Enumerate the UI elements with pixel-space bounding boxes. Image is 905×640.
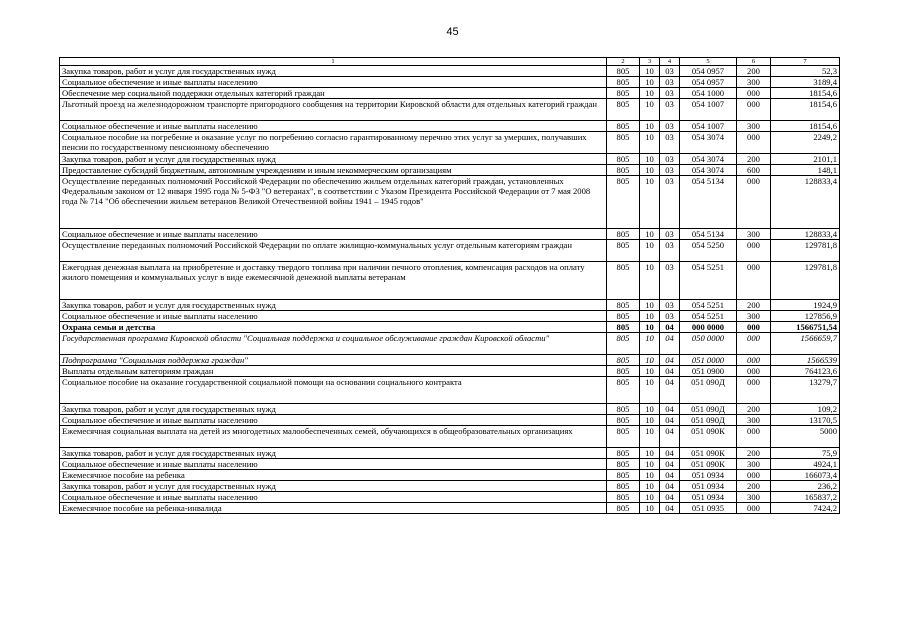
row-section-cell: 10 [640,66,660,77]
row-amount-cell: 3189,4 [771,77,840,88]
row-target-cell: 051 0000 [680,355,737,366]
table-row [60,492,840,503]
row-subsection-cell: 03 [660,300,680,311]
row-type-cell: 000 [737,333,771,355]
row-name-cell: Социальное обеспечение и иные выплаты населению [60,229,607,240]
row-name-cell: Закупка товаров, работ и услуг для государственных нужд [60,66,607,77]
row-name-cell: Охрана семьи и детства [60,322,607,333]
row-name-cell: Ежегодная денежная выплата на приобретение и доставку твердого топлива при наличии печного отопления, компенсация расходов на оплату жилого помещения и коммунальных услуг в виде ежемесячной денежной выплаты ветеранам [60,262,607,300]
row-target-cell: 051 090К [680,448,737,459]
table-row [60,262,840,300]
row-target-cell: 050 0000 [680,333,737,355]
row-amount-cell: 52,3 [771,66,840,77]
row-code-cell: 805 [607,77,640,88]
row-section-cell: 10 [640,503,660,514]
table-row [60,311,840,322]
row-type-cell: 200 [737,448,771,459]
table-row [60,229,840,240]
row-section-cell: 10 [640,229,660,240]
row-section-cell: 10 [640,77,660,88]
row-amount-cell: 1566539 [771,355,840,366]
table-row [60,426,840,448]
row-name-cell: Закупка товаров, работ и услуг для государственных нужд [60,154,607,165]
row-section-cell: 10 [640,404,660,415]
row-name-cell: Подпрограмма "Социальная поддержка граждан" [60,355,607,366]
row-target-cell: 054 3074 [680,132,737,154]
row-subsection-cell: 04 [660,470,680,481]
row-code-cell: 805 [607,176,640,229]
row-target-cell: 051 0900 [680,366,737,377]
table-row [60,300,840,311]
row-amount-cell: 129781,8 [771,240,840,262]
row-code-cell: 805 [607,154,640,165]
row-amount-cell: 129781,8 [771,262,840,300]
row-target-cell: 051 090Д [680,404,737,415]
table-row [60,448,840,459]
row-name-cell: Социальное обеспечение и иные выплаты населению [60,459,607,470]
row-section-cell: 10 [640,99,660,121]
row-section-cell: 10 [640,333,660,355]
row-amount-cell: 1924,9 [771,300,840,311]
row-code-cell: 805 [607,366,640,377]
row-amount-cell: 166073,4 [771,470,840,481]
table-row [60,165,840,176]
row-target-cell: 054 5251 [680,311,737,322]
row-type-cell: 200 [737,404,771,415]
table-row [60,132,840,154]
row-subsection-cell: 04 [660,503,680,514]
row-section-cell: 10 [640,322,660,333]
row-type-cell: 000 [737,366,771,377]
row-section-cell: 10 [640,300,660,311]
row-type-cell: 300 [737,492,771,503]
row-name-cell: Осуществление переданных полномочий Российской Федерации по обеспечению жильем отдельных категорий граждан, установленных Федеральным законом от 12 января 1995 года № 5-ФЗ "О ветеранах", в соответствии с Указом Президента Российской Федерации от 7 мая 2008 года № 714 "Об обеспечении жильем ветеранов Великой Отечественной войны 1941 – 1945 годов" [60,176,607,229]
row-type-cell: 000 [737,240,771,262]
row-name-cell: Закупка товаров, работ и услуг для государственных нужд [60,481,607,492]
row-code-cell: 805 [607,99,640,121]
row-subsection-cell: 03 [660,77,680,88]
row-section-cell: 10 [640,470,660,481]
row-code-cell: 805 [607,229,640,240]
row-type-cell: 000 [737,470,771,481]
row-subsection-cell: 03 [660,311,680,322]
header-col-3: 3 [640,58,660,66]
table-row [60,404,840,415]
row-subsection-cell: 04 [660,459,680,470]
row-amount-cell: 18154,6 [771,121,840,132]
row-code-cell: 805 [607,415,640,426]
row-type-cell: 200 [737,481,771,492]
row-section-cell: 10 [640,176,660,229]
row-amount-cell: 236,2 [771,481,840,492]
row-code-cell: 805 [607,322,640,333]
row-section-cell: 10 [640,240,660,262]
row-section-cell: 10 [640,132,660,154]
row-type-cell: 300 [737,121,771,132]
row-code-cell: 805 [607,448,640,459]
row-amount-cell: 2249,2 [771,132,840,154]
row-target-cell: 051 090К [680,459,737,470]
row-amount-cell: 4924,1 [771,459,840,470]
row-type-cell: 300 [737,77,771,88]
row-target-cell: 051 090К [680,426,737,448]
row-name-cell: Ежемесячное пособие на ребенка [60,470,607,481]
row-subsection-cell: 03 [660,240,680,262]
header-col-4: 4 [660,58,680,66]
row-target-cell: 051 090Д [680,415,737,426]
row-section-cell: 10 [640,121,660,132]
row-amount-cell: 18154,6 [771,88,840,99]
row-target-cell: 054 5251 [680,300,737,311]
row-name-cell: Предоставление субсидий бюджетным, автономным учреждениям и иным некоммерческим организациям [60,165,607,176]
row-section-cell: 10 [640,481,660,492]
row-code-cell: 805 [607,165,640,176]
row-amount-cell: 1566751,54 [771,322,840,333]
row-name-cell: Государственная программа Кировской области "Социальная поддержка и социальное обслуживание граждан Кировской области" [60,333,607,355]
row-type-cell: 000 [737,132,771,154]
row-type-cell: 200 [737,300,771,311]
row-type-cell: 300 [737,459,771,470]
row-code-cell: 805 [607,459,640,470]
row-name-cell: Социальное обеспечение и иные выплаты населению [60,311,607,322]
header-col-5: 5 [680,58,737,66]
table-row [60,322,840,333]
table-row [60,377,840,404]
row-type-cell: 000 [737,426,771,448]
table-row [60,176,840,229]
row-section-cell: 10 [640,492,660,503]
row-type-cell: 000 [737,503,771,514]
row-subsection-cell: 04 [660,481,680,492]
row-name-cell: Социальное обеспечение и иные выплаты населению [60,77,607,88]
row-section-cell: 10 [640,165,660,176]
row-code-cell: 805 [607,66,640,77]
table-row [60,366,840,377]
row-subsection-cell: 03 [660,176,680,229]
row-name-cell: Ежемесячная социальная выплата на детей из многодетных малообеспеченных семей, обучающихся в общеобразовательных организациях [60,426,607,448]
row-subsection-cell: 04 [660,404,680,415]
row-code-cell: 805 [607,262,640,300]
row-type-cell: 200 [737,66,771,77]
row-code-cell: 805 [607,377,640,404]
row-code-cell: 805 [607,404,640,415]
row-section-cell: 10 [640,154,660,165]
row-name-cell: Выплаты отдельным категориям граждан [60,366,607,377]
row-target-cell: 054 0957 [680,77,737,88]
table-row [60,88,840,99]
row-type-cell: 600 [737,165,771,176]
row-section-cell: 10 [640,311,660,322]
row-subsection-cell: 03 [660,262,680,300]
row-code-cell: 805 [607,132,640,154]
row-amount-cell: 2101,1 [771,154,840,165]
row-amount-cell: 128833,4 [771,176,840,229]
table-row [60,77,840,88]
row-subsection-cell: 03 [660,132,680,154]
row-target-cell: 054 5251 [680,262,737,300]
header-row [60,58,840,66]
row-target-cell: 054 5134 [680,229,737,240]
row-amount-cell: 5000 [771,426,840,448]
table-row [60,459,840,470]
row-subsection-cell: 04 [660,333,680,355]
row-code-cell: 805 [607,333,640,355]
row-subsection-cell: 04 [660,448,680,459]
row-type-cell: 000 [737,322,771,333]
row-code-cell: 805 [607,492,640,503]
row-target-cell: 051 0935 [680,503,737,514]
header-col-2: 2 [607,58,640,66]
table-row [60,481,840,492]
row-section-cell: 10 [640,366,660,377]
row-target-cell: 054 5134 [680,176,737,229]
row-name-cell: Социальное обеспечение и иные выплаты населению [60,121,607,132]
row-section-cell: 10 [640,262,660,300]
table-header [60,58,840,66]
row-type-cell: 000 [737,99,771,121]
row-name-cell: Социальное обеспечение и иные выплаты населению [60,415,607,426]
row-type-cell: 300 [737,229,771,240]
row-type-cell: 000 [737,377,771,404]
row-target-cell: 051 0934 [680,481,737,492]
row-type-cell: 000 [737,88,771,99]
row-subsection-cell: 03 [660,121,680,132]
row-target-cell: 051 0934 [680,492,737,503]
row-code-cell: 805 [607,88,640,99]
row-name-cell: Ежемесячное пособие на ребенка-инвалида [60,503,607,514]
table-row [60,154,840,165]
table-row [60,99,840,121]
row-amount-cell: 18154,6 [771,99,840,121]
row-subsection-cell: 03 [660,66,680,77]
header-col-7: 7 [771,58,840,66]
row-subsection-cell: 04 [660,377,680,404]
row-type-cell: 000 [737,355,771,366]
row-section-cell: 10 [640,377,660,404]
row-code-cell: 805 [607,121,640,132]
row-code-cell: 805 [607,426,640,448]
row-target-cell: 051 090Д [680,377,737,404]
row-subsection-cell: 03 [660,229,680,240]
row-code-cell: 805 [607,240,640,262]
row-code-cell: 805 [607,311,640,322]
row-name-cell: Закупка товаров, работ и услуг для государственных нужд [60,404,607,415]
row-subsection-cell: 04 [660,322,680,333]
page-number: 45 [446,26,459,38]
row-type-cell: 300 [737,415,771,426]
row-amount-cell: 109,2 [771,404,840,415]
table-row [60,333,840,355]
table-row [60,415,840,426]
row-subsection-cell: 03 [660,165,680,176]
row-name-cell: Обеспечение мер социальной поддержки отдельных категорий граждан [60,88,607,99]
row-amount-cell: 13170,5 [771,415,840,426]
table-row [60,503,840,514]
row-code-cell: 805 [607,470,640,481]
row-section-cell: 10 [640,88,660,99]
row-name-cell: Осуществление переданных полномочий Российской Федерации по оплате жилищно-коммунальных услуг отдельным категориям граждан [60,240,607,262]
row-type-cell: 000 [737,262,771,300]
row-code-cell: 805 [607,355,640,366]
row-target-cell: 054 0957 [680,66,737,77]
budget-table [59,57,840,514]
row-type-cell: 200 [737,154,771,165]
row-amount-cell: 764123,6 [771,366,840,377]
row-amount-cell: 165837,2 [771,492,840,503]
row-name-cell: Социальное обеспечение и иные выплаты населению [60,492,607,503]
row-amount-cell: 148,1 [771,165,840,176]
row-target-cell: 054 3074 [680,165,737,176]
row-name-cell: Социальное пособие на оказание государственной социальной помощи на основании социального контракта [60,377,607,404]
row-amount-cell: 1566659,7 [771,333,840,355]
row-target-cell: 054 3074 [680,154,737,165]
row-section-cell: 10 [640,355,660,366]
row-subsection-cell: 04 [660,415,680,426]
row-code-cell: 805 [607,300,640,311]
row-target-cell: 000 0000 [680,322,737,333]
table-row [60,240,840,262]
row-section-cell: 10 [640,426,660,448]
header-col-6: 6 [737,58,771,66]
row-amount-cell: 75,9 [771,448,840,459]
row-subsection-cell: 03 [660,99,680,121]
header-col-1: 1 [60,58,607,66]
row-name-cell: Социальное пособие на погребение и оказание услуг по погребению согласно гарантированному перечню этих услуг за умерших, получавших пенсии по государственному пенсионному обеспечению [60,132,607,154]
row-code-cell: 805 [607,481,640,492]
row-amount-cell: 13279,7 [771,377,840,404]
row-section-cell: 10 [640,448,660,459]
row-subsection-cell: 04 [660,492,680,503]
table-row [60,470,840,481]
row-subsection-cell: 04 [660,366,680,377]
table-row [60,66,840,77]
row-subsection-cell: 04 [660,355,680,366]
row-subsection-cell: 04 [660,426,680,448]
row-section-cell: 10 [640,459,660,470]
table-row [60,121,840,132]
table-row [60,355,840,366]
row-subsection-cell: 03 [660,88,680,99]
row-amount-cell: 128833,4 [771,229,840,240]
row-amount-cell: 7424,2 [771,503,840,514]
row-subsection-cell: 03 [660,154,680,165]
row-code-cell: 805 [607,503,640,514]
row-target-cell: 054 1007 [680,99,737,121]
row-name-cell: Закупка товаров, работ и услуг для государственных нужд [60,300,607,311]
row-section-cell: 10 [640,415,660,426]
row-type-cell: 300 [737,311,771,322]
row-type-cell: 000 [737,176,771,229]
table-body [60,66,840,514]
row-target-cell: 051 0934 [680,470,737,481]
row-name-cell: Закупка товаров, работ и услуг для государственных нужд [60,448,607,459]
row-amount-cell: 127856,9 [771,311,840,322]
row-target-cell: 054 1000 [680,88,737,99]
row-target-cell: 054 1007 [680,121,737,132]
row-name-cell: Льготный проезд на железнодорожном транспорте пригородного сообщения на территории Кировской области для отдельных категорий граждан [60,99,607,121]
row-target-cell: 054 5250 [680,240,737,262]
